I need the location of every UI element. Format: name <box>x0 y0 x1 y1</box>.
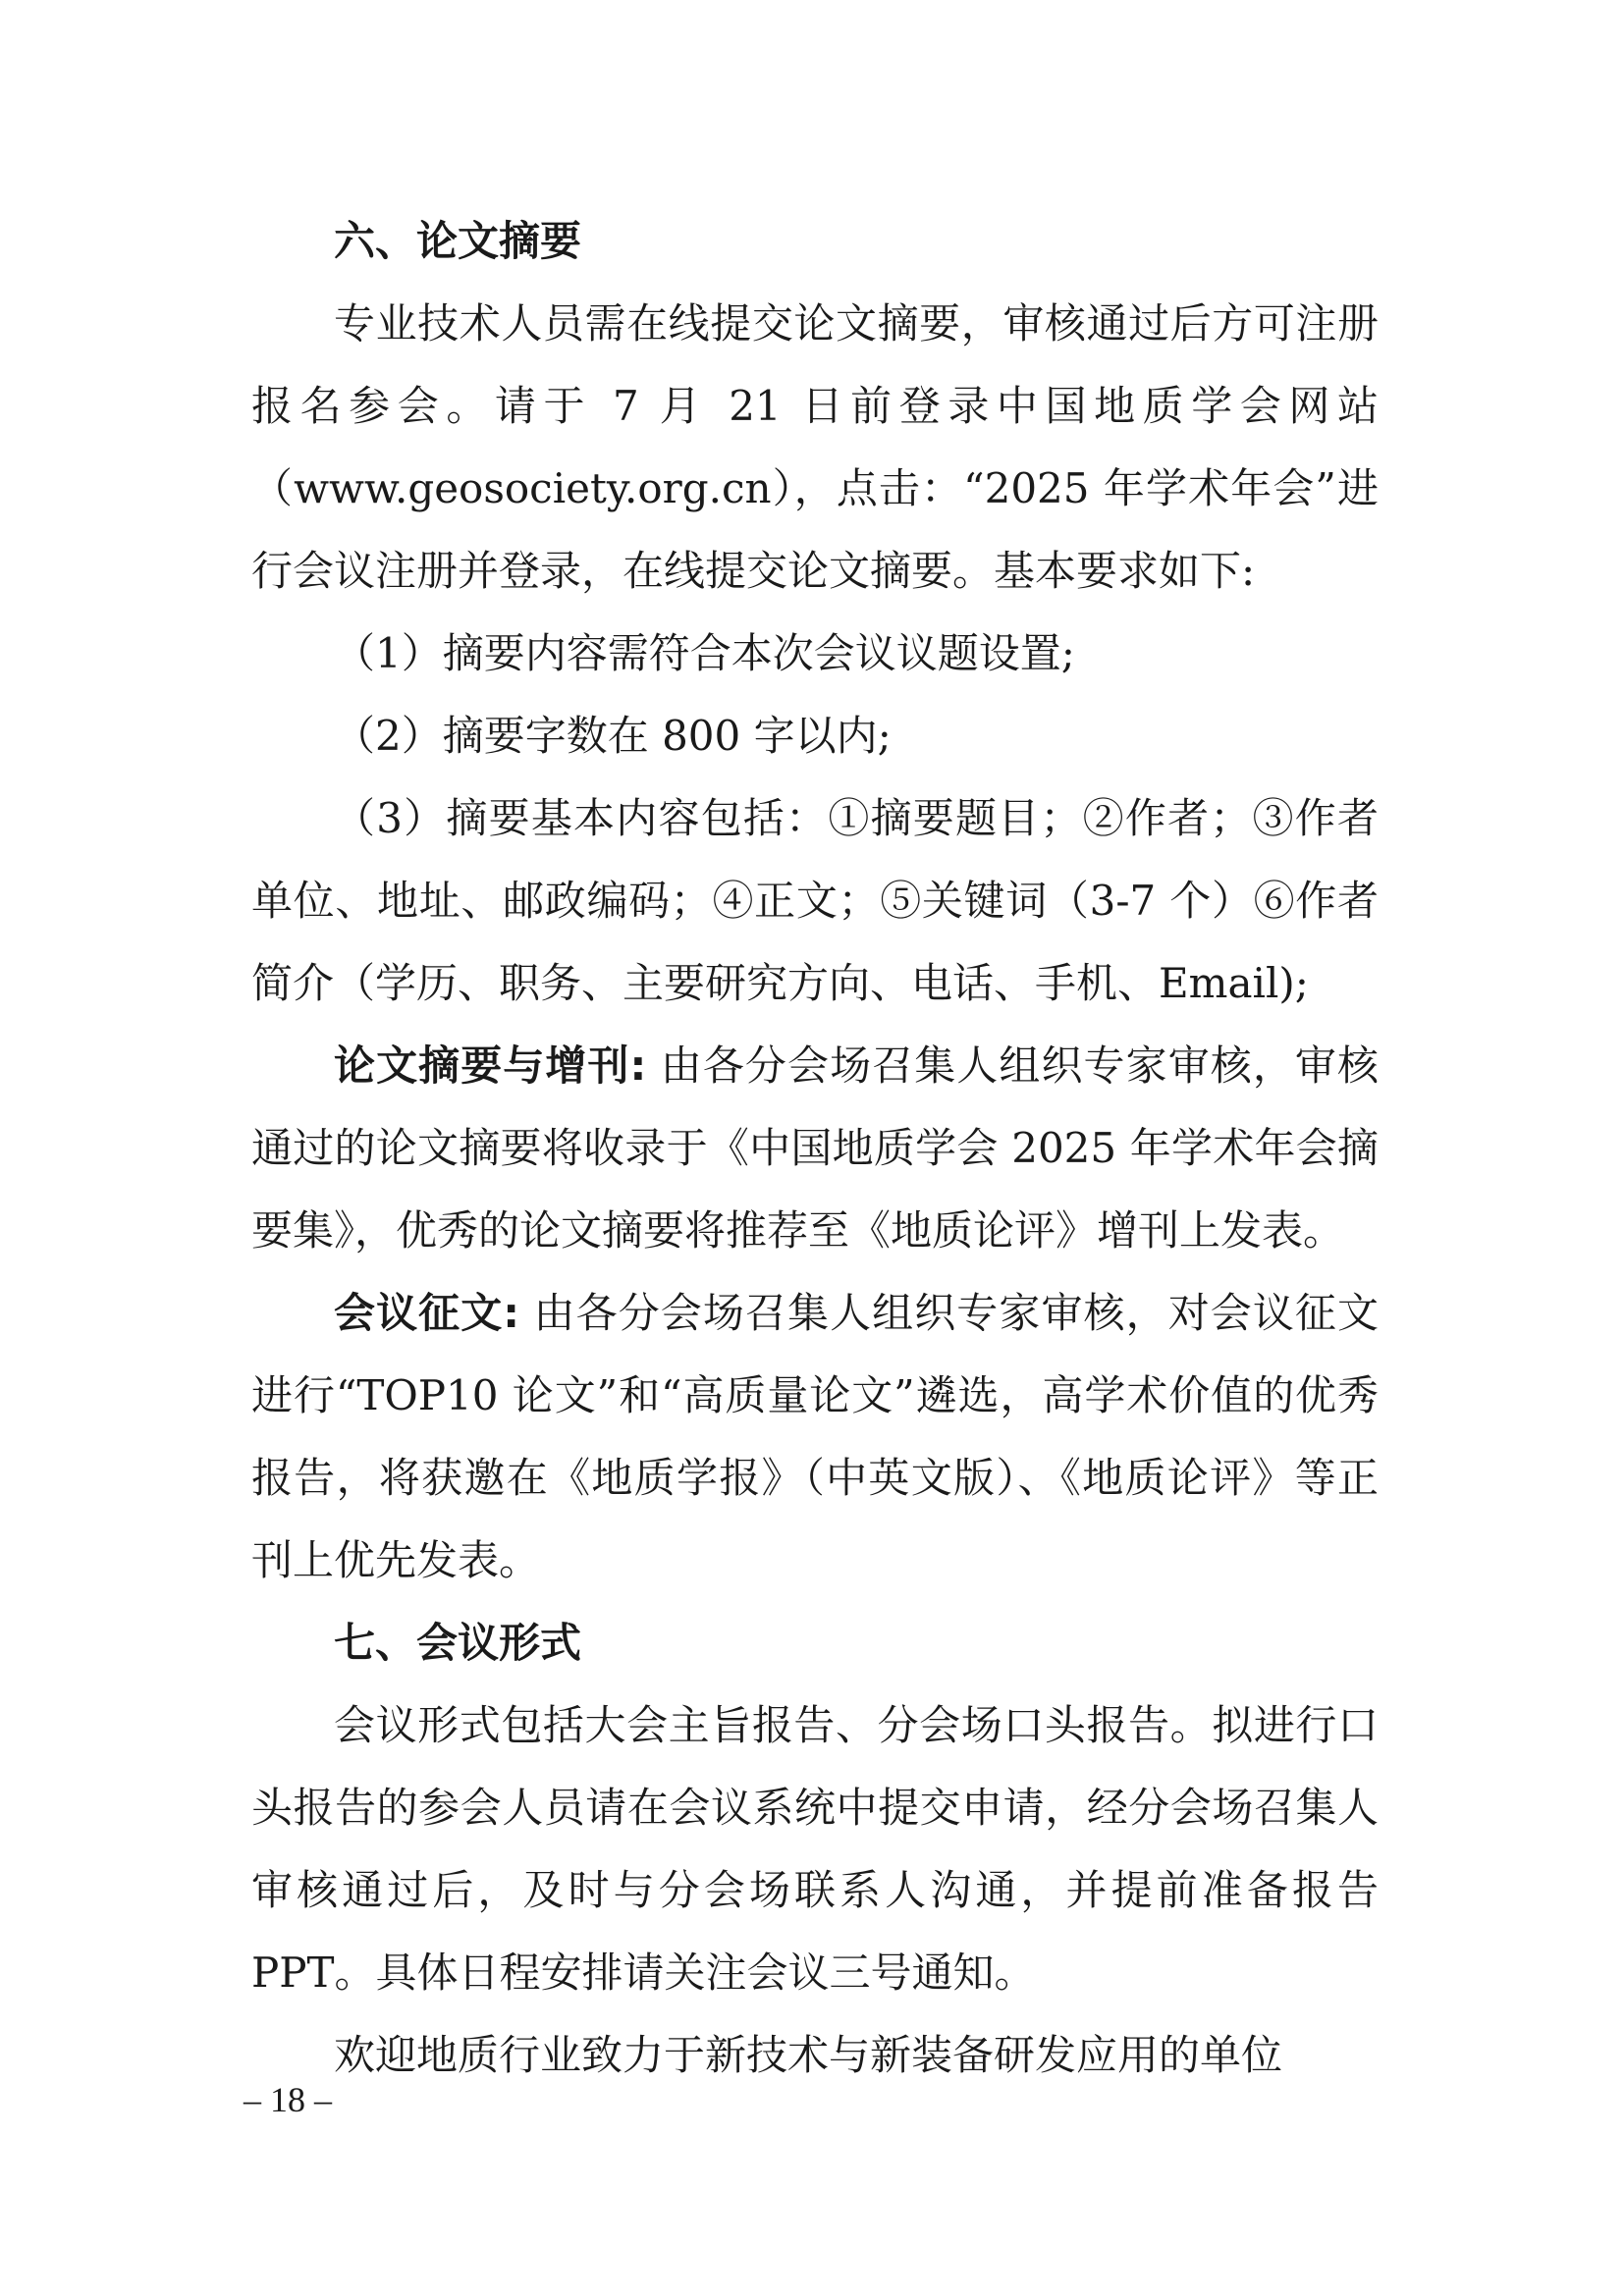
requirement-3: （3）摘要基本内容包括：①摘要题目；②作者；③作者单位、地址、邮政编码；④正文；⑤关键词（3-7 个）⑥作者简介（学历、职务、主要研究方向、电话、手机、Email); <box>251 794 1379 1007</box>
supplement-text: 由各分会场召集人组织专家审核，审核通过的论文摘要将收录于《中国地质学会 2025 年学术年会摘要集》，优秀的论文摘要将推荐至《地质论评》增刊上发表。 <box>251 1041 1380 1255</box>
section-6-heading: 六、论文摘要 <box>334 217 582 265</box>
section-6-intro: 专业技术人员需在线提交论文摘要，审核通过后方可注册报名参会。请于 7 月 21 日前登录中国地质学会网站（www.geosociety.org.cn），点击：“2025 年学术年会”进行会议注册并登录，在线提交论文摘要。基本要求如下: <box>251 299 1379 595</box>
call-for-papers-label: 会议征文: <box>334 1289 520 1337</box>
page-number: – 18 – <box>244 2080 332 2119</box>
requirement-1: （1）摘要内容需符合本次会议议题设置; <box>334 629 1075 677</box>
section-7-heading: 七、会议形式 <box>334 1619 582 1667</box>
call-for-papers-paragraph <box>251 1272 1379 1602</box>
section-7-body: 会议形式包括大会主旨报告、分会场口头报告。拟进行口头报告的参会人员请在会议系统中提交申请，经分会场召集人审核通过后，及时与分会场联系人沟通，并提前准备报告PPT。具体日程安排请关注会议三号通知。 <box>251 1701 1379 1997</box>
requirement-2: （2）摘要字数在 800 字以内; <box>334 712 892 760</box>
supplement-paragraph <box>251 1025 1379 1272</box>
section-7-welcome: 欢迎地质行业致力于新技术与新装备研发应用的单位 <box>334 2031 1283 2079</box>
supplement-label: 论文摘要与增刊: <box>334 1041 647 1090</box>
page-body <box>251 200 1379 2097</box>
call-for-papers-text: 由各分会场召集人组织专家审核，对会议征文进行“TOP10 论文”和“高质量论文”遴选，高学术价值的优秀报告，将获邀在《地质学报》（中英文版）、《地质论评》等正刊上优先发表。 <box>251 1289 1379 1584</box>
